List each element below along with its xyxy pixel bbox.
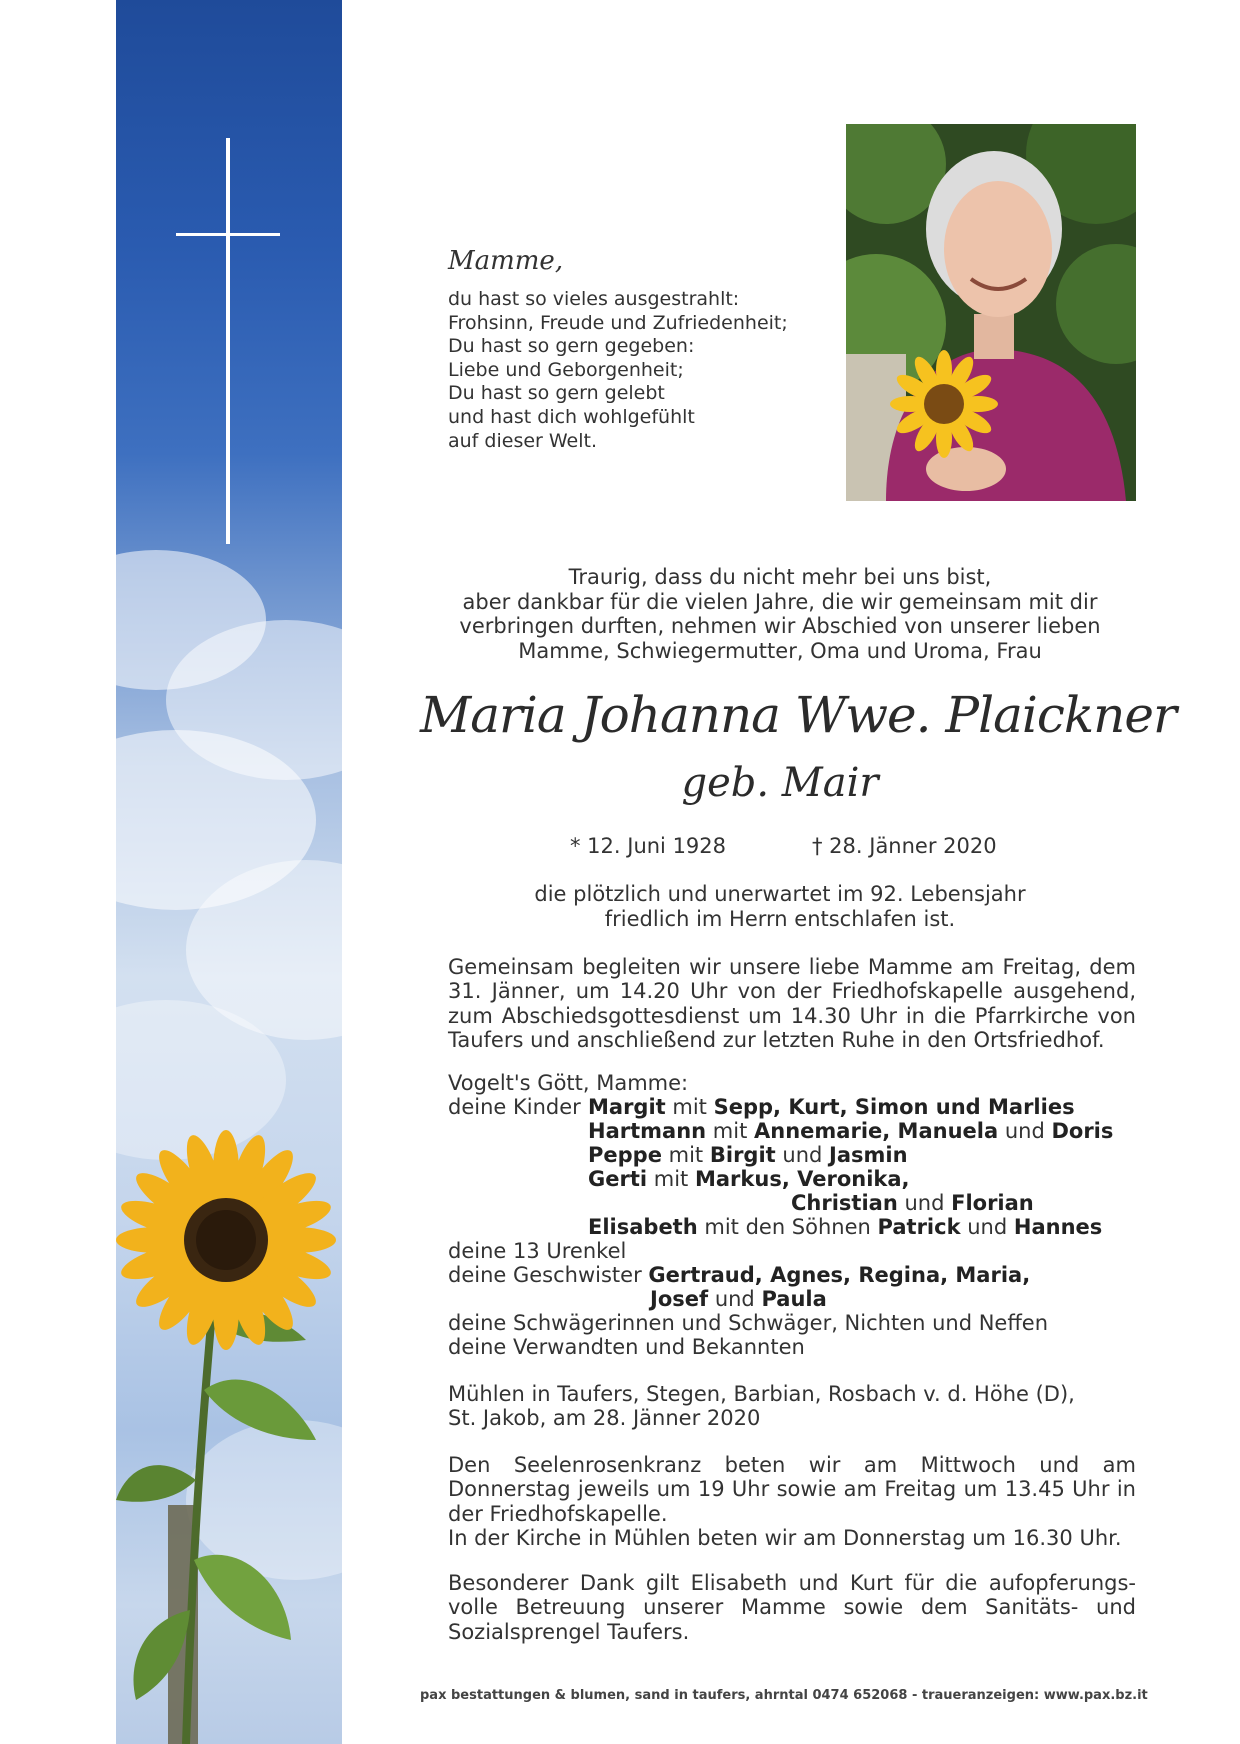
passing-line: die plötzlich und unerwartet im 92. Lebensjahr [534,882,1026,906]
child-partners: Doris [1051,1119,1114,1143]
geschwister-row [448,1263,1148,1287]
child-partners: Birgit [709,1143,776,1167]
connector: mit [672,1095,707,1119]
sibling-names: Paula [761,1287,827,1311]
child-partners: Christian [791,1191,898,1215]
urenkel: deine 13 Urenkel [448,1239,627,1263]
in-laws: deine Schwägerinnen und Schwäger, Nichten und Neffen [448,1311,1049,1335]
intro-line: aber dankbar für die vielen Jahre, die wir gemeinsam mit dir [462,589,1098,614]
intro-line: verbringen durften, nehmen wir Abschied von unserer lieben [459,614,1101,639]
child-name: Elisabeth [588,1215,698,1239]
sibling-names: Josef [650,1287,709,1311]
kinder-row [448,1095,1148,1119]
child-partners: Sepp, Kurt, Simon und Marlies [713,1095,1075,1119]
kinder-label: deine Kinder [448,1095,581,1119]
place-line: St. Jakob, am 28. Jänner 2020 [448,1406,761,1430]
poem-line: Liebe und Geborgenheit; [448,358,684,381]
child-name: Gerti [588,1167,648,1191]
rosary-line: In der Kirche in Mühlen beten wir am Donnerstag um 16.30 Uhr. [448,1525,1122,1550]
poem-line: Du hast so gern gegeben: [448,335,695,358]
connector: und [782,1143,823,1167]
birth-name: geb. Mair [681,760,879,806]
deceased-name: Maria Johanna Wwe. Plaickner [420,686,1176,744]
greeting: Vogelt's Gött, Mamme: [448,1071,689,1095]
poem-title: Mamme, [448,246,564,276]
child-name: Peppe [588,1143,662,1167]
birth-date: * 12. Juni 1928 [570,834,727,858]
connector: und [1004,1119,1045,1143]
kinder-row [448,1215,1148,1239]
poem-text [448,288,828,453]
place-date [448,1382,1148,1430]
cross-icon [116,0,342,560]
connector: mit [653,1167,689,1191]
geschwister-row [448,1287,1148,1311]
child-partners: Florian [951,1191,1034,1215]
child-partners: Markus, Veronika, [694,1167,910,1191]
portrait-photo [846,124,1136,501]
passing-line: friedlich im Herrn entschlafen ist. [604,906,956,931]
footer-credit: pax bestattungen & blumen, sand in taufers, ahrntal 0474 652068 - traueranzeigen: www.pax.bz.it [420,1688,1148,1703]
child-partners: Annemarie, Manuela [754,1119,999,1143]
sibling-names: Gertraud, Agnes, Regina, Maria, [648,1263,1031,1287]
connector: und [967,1215,1008,1239]
passing-text [420,882,1140,931]
child-name: Hartmann [588,1119,707,1143]
life-dates [420,834,1140,864]
sunflower-icon [116,1100,342,1400]
rosary-info [448,1453,1136,1550]
child-partners: Jasmin [829,1143,908,1167]
rosary-line: Den Seelenrosenkranz beten wir am Mittwoch und am Donnerstag jeweils um 19 Uhr sowie am Freitag um 13.45 Uhr in der Friedhofskapelle. [448,1453,1136,1526]
family-list [448,1071,1148,1359]
poem-line: Du hast so gern gelebt [448,382,665,405]
child-partners: Patrick [877,1215,961,1239]
connector: und [904,1191,945,1215]
connector: mit den Söhnen [704,1215,871,1239]
poem-line: auf dieser Welt. [448,429,598,452]
kinder-row [448,1119,1148,1143]
child-name: Margit [588,1095,666,1119]
place-line: Mühlen in Taufers, Stegen, Barbian, Rosbach v. d. Höhe (D), [448,1382,1075,1406]
thanks-paragraph: Besonderer Dank gilt Elisabeth und Kurt für die aufopferungs-volle Betreuung unserer Mamme sowie dem Sanitäts- und Sozialsprengel Taufers. [448,1571,1136,1644]
connector: mit [668,1143,704,1167]
intro-line: Mamme, Schwiegermutter, Oma und Uroma, Frau [518,638,1042,663]
connector: mit [712,1119,748,1143]
kinder-row [448,1191,1148,1215]
sky-sunflower-strip [116,0,342,1744]
intro-line: Traurig, dass du nicht mehr bei uns bist, [568,565,992,589]
relatives: deine Verwandten und Bekannten [448,1335,805,1359]
poem-line: Frohsinn, Freude und Zufriedenheit; [448,311,788,334]
kinder-row [448,1143,1148,1167]
funeral-paragraph: Gemeinsam begleiten wir unsere liebe Mamme am Freitag, dem 31. Jänner, um 14.20 Uhr von der Friedhofskapelle ausgehend, zum Abschiedsgottesdienst um 14.30 Uhr in die Pfarrkirche von Taufers und anschließend zur letzten Ruhe in den Ortsfriedhof. [448,955,1136,1052]
kinder-row [448,1167,1148,1191]
intro-text [420,565,1140,663]
death-date: † 28. Jänner 2020 [812,834,997,858]
poem-line: und hast dich wohlgefühlt [448,405,695,428]
connector: und [714,1287,755,1311]
geschwister-label: deine Geschwister [448,1263,642,1287]
poem-line: du hast so vieles ausgestrahlt: [448,288,740,310]
child-partners: Hannes [1013,1215,1103,1239]
